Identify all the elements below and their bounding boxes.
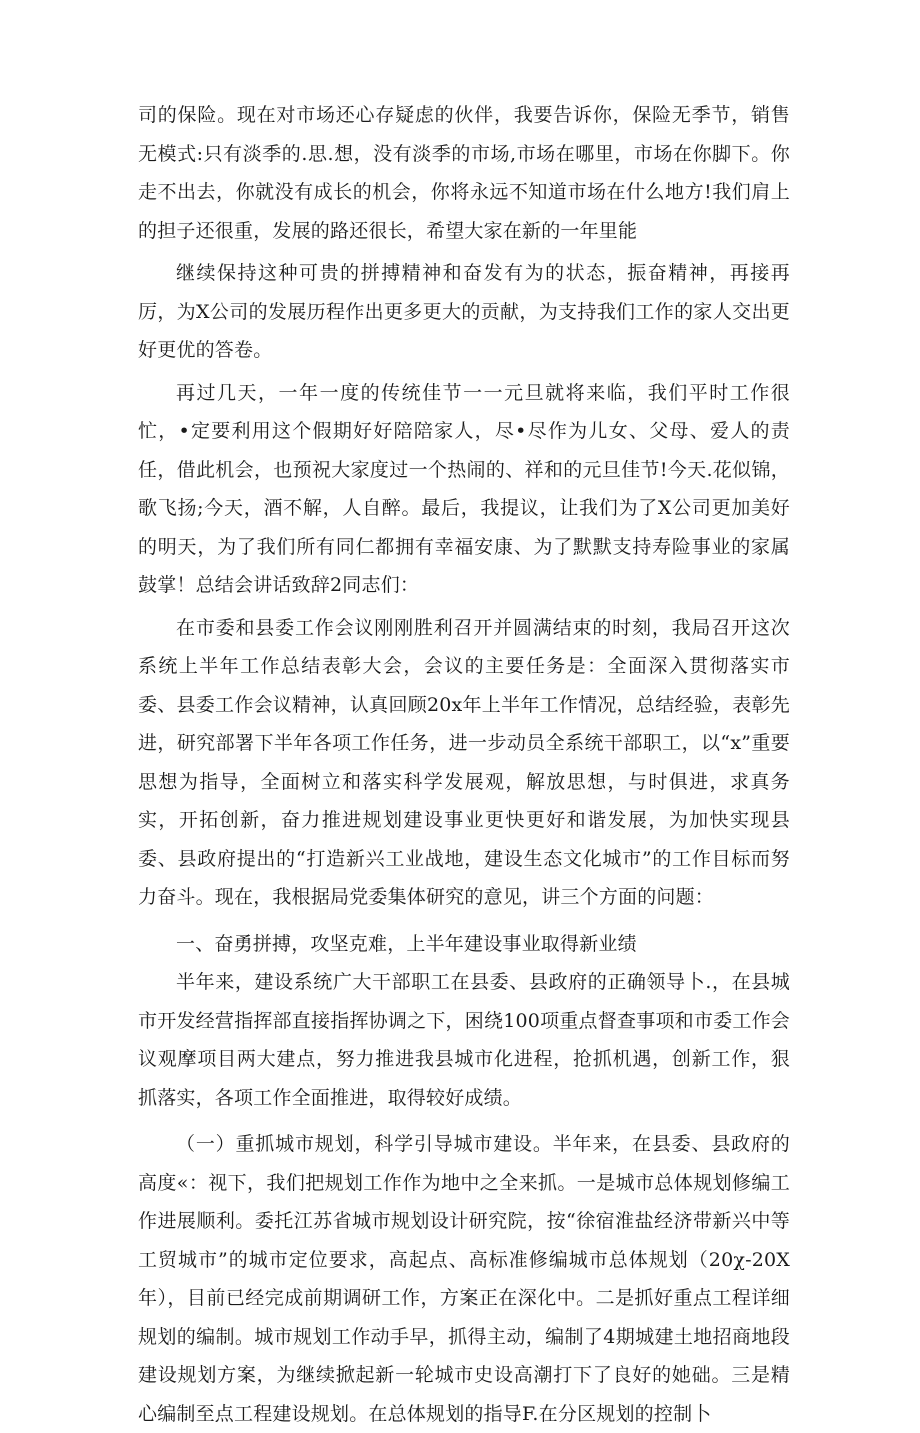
paragraph-6: （一）重抓城市规划，科学引导城市建设。半年来，在县委、县政府的高度«：视下，我们把规划工作作为地中之全来抓。一是城市总体规划修编工作进展顺利。委托江苏省城市规划设计研究院，按“徐宿淮盐经济带新兴中等工贸城市”的城市定位要求，高起点、高标准修编城市总体规划（20χ-20X年），目前已经完成前期调研工作，方案正在深化中。二是抓好重点工程详细规划的编制。城市规划工作动手早，抓得主动，编制了4期城建土地招商地段建设规划方案，为继续掀起新一轮城市史设高潮打下了良好的她础。三是精心编制至点工程建设规划。在总体规划的指导F.在分区规划的控制卜 [138,1133,790,1425]
section-heading: 一、奋勇拼搏，攻坚克难，上半年建设事业取得新业绩 [176,932,637,955]
paragraph-3: 再过几天，一年一度的传统佳节一一元旦就将来临，我们平时工作很忙，•定要利用这个假期好好陪陪家人，尽•尽作为儿女、父母、爱人的责任，借此机会，也预祝大家度过一个热闹的、祥和的元旦佳节!今天.花似锦，歌飞扬;今天，酒不解，人自醉。最后，我提议，让我们为了X公司更加美好的明天，为了我们所有同仁都拥有幸福安康、为了默默支持寿险事业的家属鼓掌！总结会讲话致辞2同志们： [138,381,790,596]
paragraph-2: 继续保持这种可贵的拼搏精神和奋发有为的状态，振奋精神，再接再厉，为X公司的发展历程作出更多更大的贡献，为支持我们工作的家人交出更好更优的答卷。 [138,262,790,361]
paragraph-5: 半年来，建设系统广大干部职工在县委、县政府的正确领导卜.，在县城市开发经营指挥部直接指挥协调之下，困绕100项重点督查事项和市委工作会议观摩项目两大建点，努力推进我县城市化进程，抢抓机遇，创新工作，狠抓落实，各项工作全面推进，取得较好成绩。 [138,971,790,1109]
paragraph-1: 司的保险。现在对市场还心存疑虑的伙伴，我要告诉你，保险无季节，销售无模式:只有淡季的.思.想，没有淡季的市场,市场在哪里，市场在你脚下。你走不出去，你就没有成长的机会，你将永远不知道市场在什么地方!我们肩上的担子还很重，发展的路还很长，希望大家在新的一年里能 [138,104,790,242]
document-page [138,96,790,1433]
paragraph-4: 在市委和县委工作会议刚刚胜利召开并圆满结束的时刻，我局召开这次系统上半年工作总结表彰大会，会议的主要任务是：全面深入贯彻落实市委、县委工作会议精神，认真回顾20x年上半年工作情况，总结经验，表彰先进，研究部署下半年各项工作任务，进一步动员全系统干部职工，以“x”重要思想为指导，全面树立和落实科学发展观，解放思想，与时俱进，求真务实，开拓创新，奋力推进规划建设事业更快更好和谐发展，为加快实现县委、县政府提出的“打造新兴工业战地，建设生态文化城市”的工作目标而努力奋斗。现在，我根据局党委集体研究的意见，讲三个方面的问题： [138,616,790,908]
